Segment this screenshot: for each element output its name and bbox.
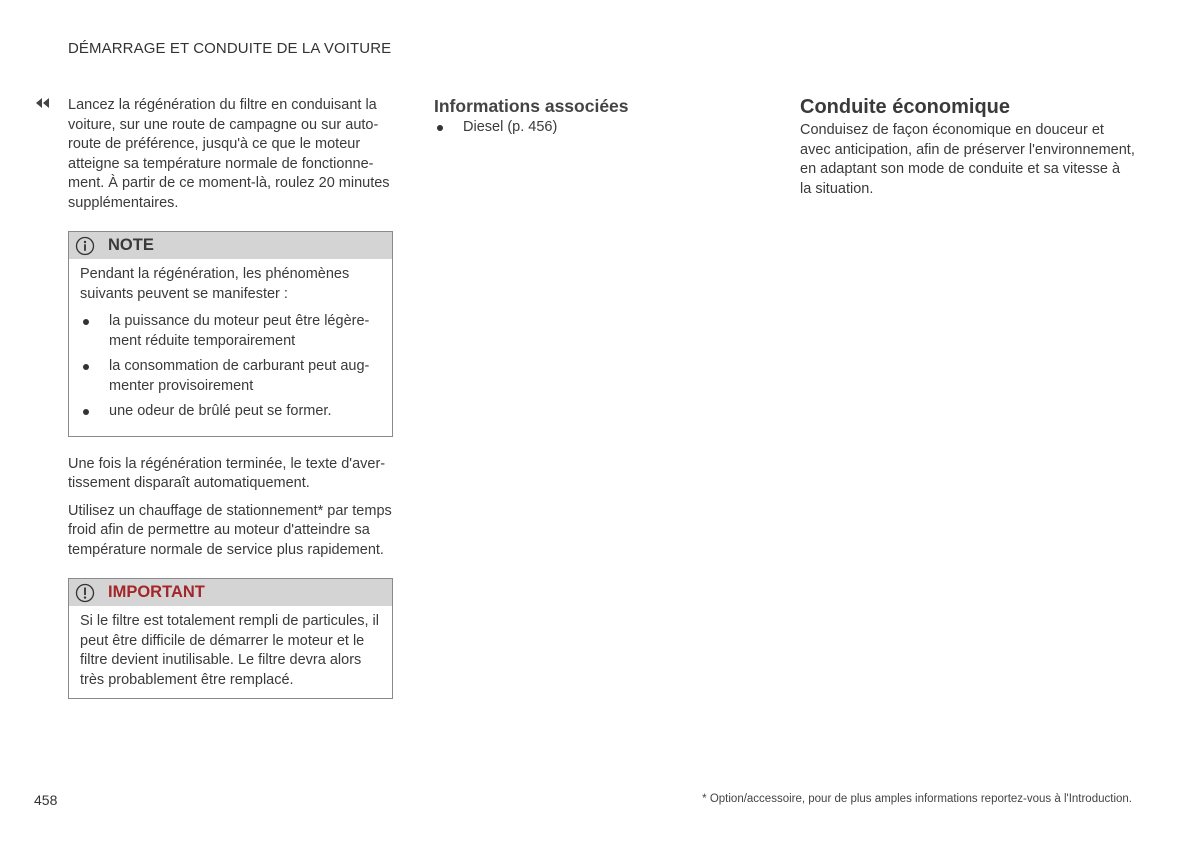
info-icon (75, 236, 95, 256)
paragraph-parking-heater: Utilisez un chauffage de stationnement* par temps froid afin de permettre au moteur d'atteindre sa température normale de service plus rapidement. (68, 502, 392, 558)
column-middle (434, 96, 754, 144)
note-header (69, 232, 392, 259)
column-right (800, 96, 1135, 207)
page-number: 458 (34, 792, 58, 808)
important-title: IMPORTANT (108, 582, 205, 601)
intro-paragraph: Lancez la régénération du filtre en conduisant la voiture, sur une route de campagne ou sur autoroute de préférence, jusqu'à ce que le moteur atteigne sa température normale de fonctionnement. À partir de ce moment-là, roulez 20 minutes supplémentaires. (68, 97, 390, 211)
footnote: * Option/accessoire, pour de plus amples informations reportez-vous à l'Introduction. (702, 793, 1132, 805)
related-links-list (434, 118, 754, 138)
note-body (69, 259, 392, 436)
important-header (69, 579, 392, 606)
list-item: la consommation de carburant peut augmenter provisoirement (80, 357, 382, 396)
section-heading: Conduite économique (800, 96, 1010, 118)
list-item: une odeur de brûlé peut se former. (80, 402, 382, 422)
related-link-diesel[interactable]: Diesel (p. 456) (434, 118, 754, 138)
note-title: NOTE (108, 235, 154, 254)
important-body (69, 606, 392, 698)
note-bullet-list (80, 312, 382, 422)
page-header: DÉMARRAGE ET CONDUITE DE LA VOITURE (68, 40, 392, 57)
related-info-heading: Informations associées (434, 96, 629, 116)
note-text: Pendant la régénération, les phénomènes suivants peuvent se manifester : (80, 266, 350, 302)
important-box (68, 578, 393, 699)
column-left (68, 96, 393, 699)
paragraph-regeneration-done: Une fois la régénération terminée, le texte d'avertissement disparaît automatiquement. (68, 455, 386, 491)
list-item: la puissance du moteur peut être légèrement réduite temporairement (80, 312, 382, 351)
eco-driving-text: Conduisez de façon économique en douceur et avec anticipation, afin de préserver l'environnement, en adaptant son mode de conduite et sa vitesse à la situation. (800, 122, 1135, 197)
important-text: Si le filtre est totalement rempli de particules, il peut être difficile de démarrer le moteur et le filtre devient inutilisable. Le filtre devra alors très probablement être remplacé. (80, 613, 379, 688)
double-chevron-left-icon[interactable] (34, 97, 52, 109)
note-box (68, 231, 393, 437)
exclamation-icon (75, 583, 95, 603)
